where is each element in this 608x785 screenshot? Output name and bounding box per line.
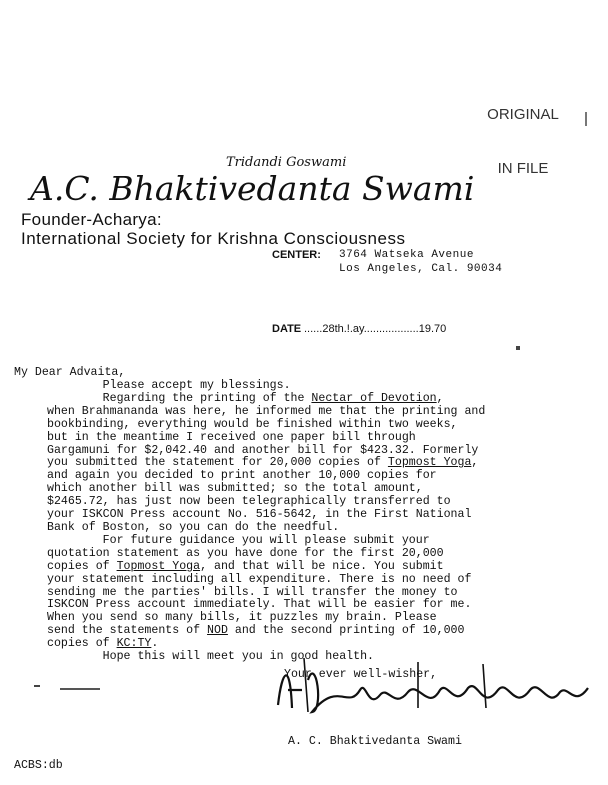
line-text: and again you decided to print another 10,000 copies for bbox=[47, 469, 437, 483]
letterhead-name: A.C. Bhaktivedanta Swami bbox=[30, 169, 475, 208]
line-text: Please accept my blessings. bbox=[102, 379, 291, 392]
line-text: Regarding the printing of the bbox=[102, 391, 312, 405]
date-value: ......28th.!.ay..................19.70 bbox=[304, 323, 447, 335]
line-text: quotation statement as you have done for the first 20,000 bbox=[47, 546, 444, 560]
line-text: you submitted the statement for 20,000 copies of bbox=[47, 456, 388, 470]
line-text: Bank of Boston, so you can do the needful. bbox=[47, 520, 340, 534]
underlined-title: Topmost Yoga bbox=[116, 559, 201, 573]
line-text: Gargamuni for $2,042.40 and another bill for $423.32. Formerly bbox=[47, 443, 479, 457]
line-text: your statement including all expenditure. There is no need of bbox=[47, 572, 472, 586]
letterhead-title: Founder-Acharya: bbox=[21, 210, 162, 229]
center-label: CENTER: bbox=[272, 249, 321, 261]
line-text: For future guidance you will please submit your bbox=[102, 533, 430, 547]
underlined-title: KC:TY bbox=[116, 637, 152, 651]
line-text: bookbinding, everything would be finished within two weeks, bbox=[47, 417, 458, 431]
letter-body bbox=[47, 380, 485, 664]
salutation: My Dear Advaita, bbox=[14, 366, 126, 379]
underlined-title: Nectar of Devotion bbox=[311, 391, 437, 405]
letterhead-prefix: Tridandi Goswami bbox=[226, 155, 347, 170]
address-line-1: 3764 Watseka Avenue bbox=[339, 249, 474, 261]
line-text: Hope this will meet you in good health. bbox=[102, 650, 375, 664]
line-text: , and that will be nice. You submit bbox=[200, 559, 444, 573]
line-text: . bbox=[151, 637, 159, 651]
line-text: $2465.72, has just now been telegraphically transferred to bbox=[47, 495, 451, 509]
line-text: copies of bbox=[47, 559, 117, 573]
line-text: but in the meantime I received one paper bill through bbox=[47, 430, 416, 444]
stamp-line-2: IN FILE bbox=[497, 160, 549, 177]
letterhead-organization: International Society for Krishna Consciousness bbox=[21, 229, 406, 248]
line-text: , bbox=[471, 456, 479, 470]
original-in-file-stamp bbox=[468, 70, 578, 196]
scan-speck bbox=[60, 688, 100, 690]
scan-speck bbox=[516, 346, 520, 350]
line-text: sending me the parties' bills. I will transfer the money to bbox=[47, 585, 458, 599]
typed-signature: A. C. Bhaktivedanta Swami bbox=[288, 735, 462, 748]
date-label: DATE bbox=[272, 323, 302, 335]
line-text: copies of bbox=[47, 637, 117, 651]
underlined-title: NOD bbox=[207, 624, 228, 638]
scan-speck bbox=[585, 112, 587, 126]
underlined-title: Topmost Yoga bbox=[387, 456, 472, 470]
line-text: ISKCON Press account immediately. That will be easier for me. bbox=[47, 598, 472, 612]
closing: Your ever well-wisher, bbox=[284, 668, 438, 681]
line-text: your ISKCON Press account No. 516-5642, in the First National bbox=[47, 508, 472, 522]
address-line-2: Los Angeles, Cal. 90034 bbox=[339, 263, 503, 275]
line-text: When you send so many bills, it puzzles my brain. Please bbox=[47, 611, 437, 625]
line-text: , bbox=[436, 391, 444, 405]
handwritten-signature bbox=[268, 650, 598, 720]
scan-speck bbox=[34, 685, 40, 687]
line-text: which another bill was submitted; so the total amount, bbox=[47, 482, 423, 496]
typist-initials: ACBS:db bbox=[14, 759, 63, 772]
stamp-line-1: ORIGINAL bbox=[487, 106, 559, 123]
line-text: send the statements of bbox=[47, 624, 208, 638]
line-text: when Brahmananda was here, he informed me that the printing and bbox=[47, 404, 486, 418]
line-text: and the second printing of 10,000 bbox=[227, 624, 465, 638]
